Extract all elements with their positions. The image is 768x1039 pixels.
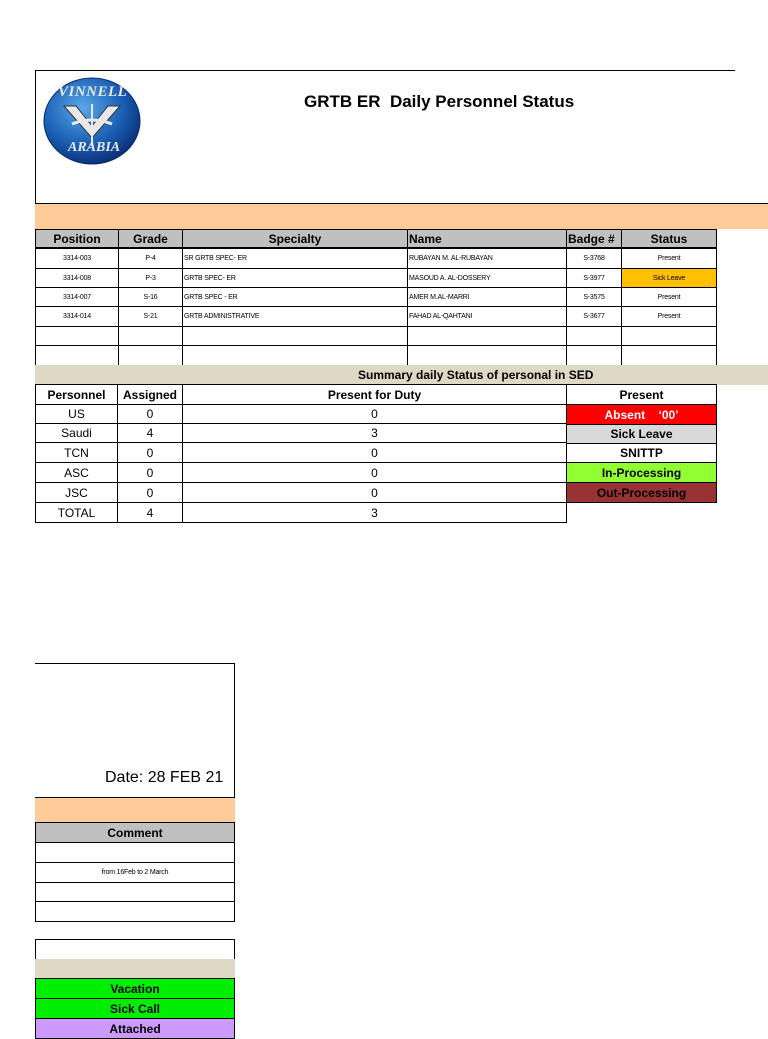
roster-cell: P-4 (118, 248, 183, 269)
roster-empty-cell (35, 345, 119, 366)
company-logo (42, 76, 142, 166)
summary-cell: 4 (117, 423, 183, 443)
roster-cell: MASOUD A. AL-DOSSERY (407, 268, 567, 288)
summary-header-1: Assigned (117, 384, 183, 405)
roster-empty-cell (35, 326, 119, 346)
roster-cell: GRTB SPEC - ER (182, 287, 408, 307)
roster-header-4: Badge # (566, 229, 622, 248)
roster-header-5: Status (621, 229, 717, 248)
roster-cell: Present (621, 248, 717, 269)
page2-legend-item: Sick Call (35, 998, 235, 1019)
roster-empty-cell (407, 345, 567, 366)
roster-empty-cell (182, 345, 408, 366)
comment-cell (35, 842, 235, 863)
roster-cell: Sick Leave (621, 268, 717, 288)
roster-header-1: Grade (118, 229, 183, 248)
logo-bottom-text: ARABIA (68, 140, 121, 155)
comment-cell: from 16Feb to 2 March (35, 862, 235, 883)
roster-cell: GRTB SPEC- ER (182, 268, 408, 288)
legend-item: SNITTP (566, 443, 717, 463)
summary-cell: JSC (35, 482, 118, 503)
summary-cell: 0 (182, 442, 567, 463)
summary-cell: US (35, 404, 118, 424)
summary-cell: 0 (182, 482, 567, 503)
roster-cell: S-3575 (566, 287, 622, 307)
summary-cell: 0 (117, 462, 183, 483)
roster-cell: S-16 (118, 287, 183, 307)
summary-header-0: Personnel (35, 384, 118, 405)
roster-cell: 3314-007 (35, 287, 119, 307)
page2-legend-item: Vacation (35, 978, 235, 999)
roster-cell: 3314-014 (35, 306, 119, 327)
summary-cell: Saudi (35, 423, 118, 443)
summary-cell: TOTAL (35, 502, 118, 523)
summary-cell: 3 (182, 502, 567, 523)
summary-cell: 0 (117, 404, 183, 424)
legend-item: In-Processing (566, 462, 717, 483)
page-title: GRTB ER Daily Personnel Status (304, 92, 575, 111)
summary-cell: 0 (117, 482, 183, 503)
roster-cell: S-3768 (566, 248, 622, 269)
summary-cell: TCN (35, 442, 118, 463)
report-date: Date: 28 FEB 21 (105, 769, 224, 786)
summary-header-2: Present for Duty (182, 384, 567, 405)
roster-cell: Present (621, 306, 717, 327)
summary-banner (35, 365, 768, 385)
roster-cell: 3314-008 (35, 268, 119, 288)
roster-empty-cell (182, 326, 408, 346)
roster-empty-cell (118, 345, 183, 366)
roster-header-3: Name (407, 229, 567, 248)
summary-cell: 0 (182, 462, 567, 483)
peach-band (35, 203, 768, 229)
roster-cell: GRTB ADMINISTRATIVE (182, 306, 408, 327)
summary-cell: 3 (182, 423, 567, 443)
page2-legend-item: Attached (35, 1018, 235, 1039)
roster-header-2: Specialty (182, 229, 408, 248)
roster-empty-cell (621, 326, 717, 346)
summary-banner-text: Summary daily Status of personal in SED (358, 368, 594, 382)
roster-cell: FAHAD AL-QAHTANI (407, 306, 567, 327)
legend-item: Sick Leave (566, 424, 717, 444)
roster-empty-cell (118, 326, 183, 346)
summary-cell: 4 (117, 502, 183, 523)
roster-cell: S-21 (118, 306, 183, 327)
roster-empty-cell (566, 345, 622, 366)
roster-cell: P-3 (118, 268, 183, 288)
comment-header: Comment (35, 822, 235, 843)
comment-extra-cell (35, 939, 235, 960)
logo-top-text: VINNELL (58, 84, 128, 100)
page2-peach-band (35, 797, 235, 823)
roster-cell: RUBAYAN M. AL-RUBAYAN (407, 248, 567, 269)
roster-cell: 3314-003 (35, 248, 119, 269)
roster-cell: S-3977 (566, 268, 622, 288)
roster-cell: S-3677 (566, 306, 622, 327)
summary-cell: 0 (182, 404, 567, 424)
legend-item: Absent ‘00’ (566, 404, 717, 425)
legend-item: Out-Processing (566, 482, 717, 503)
legend-header: Present (566, 384, 717, 405)
roster-empty-cell (407, 326, 567, 346)
summary-cell: ASC (35, 462, 118, 483)
page2-tan-band (35, 959, 235, 979)
summary-cell: 0 (117, 442, 183, 463)
roster-cell: AMER M.AL-MARRI (407, 287, 567, 307)
roster-cell: SR GRTB SPEC- ER (182, 248, 408, 269)
comment-cell (35, 882, 235, 902)
roster-empty-cell (621, 345, 717, 366)
roster-cell: Present (621, 287, 717, 307)
comment-cell (35, 901, 235, 922)
roster-header-0: Position (35, 229, 119, 248)
roster-empty-cell (566, 326, 622, 346)
